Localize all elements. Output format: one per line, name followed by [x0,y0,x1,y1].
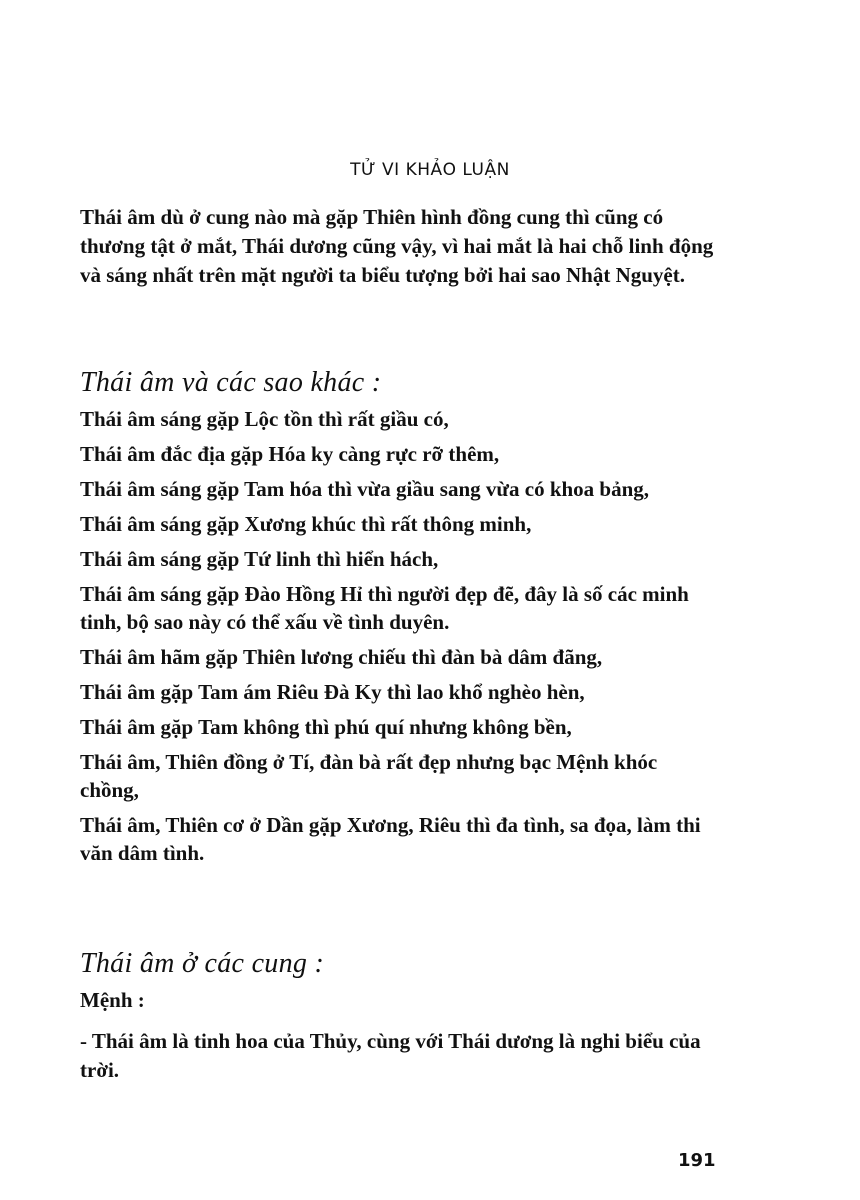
menh-paragraph: - Thái âm là tinh hoa của Thủy, cùng với Thái dương là nghi biểu của trời. [80,1029,701,1082]
intro-paragraph: Thái âm dù ở cung nào mà gặp Thiên hình đồng cung thì cũng có thương tật ở mắt, Thái dương cũng vậy, vì hai mắt là hai chỗ linh động và sáng nhất trên mặt người ta biểu tượng bởi hai sao Nhật Nguyệt. [80,205,714,287]
page-number: 191 [678,1150,716,1171]
section-heading-other-stars: Thái âm và các sao khác : [80,367,382,398]
list-item: Thái âm sáng gặp Xương khúc thì rất thông minh, [80,512,532,536]
list-item: Thái âm sáng gặp Tứ linh thì hiển hách, [80,547,439,571]
subheading-menh: Mệnh : [80,988,145,1012]
list-item: Thái âm đắc địa gặp Hóa ky càng rực rỡ thêm, [80,442,500,466]
list-item: Thái âm sáng gặp Đào Hồng Hỉ thì người đẹp đẽ, đây là số các minh tinh, bộ sao này có thể xấu về tình duyên. [80,582,689,634]
list-item: Thái âm gặp Tam ám Riêu Đà Ky thì lao khổ nghèo hèn, [80,680,585,704]
section-heading-palaces: Thái âm ở các cung : [80,948,325,979]
list-item: Thái âm sáng gặp Lộc tồn thì rất giầu có, [80,407,449,431]
list-item: Thái âm, Thiên cơ ở Dần gặp Xương, Riêu thì đa tình, sa đọa, làm thi văn dâm tình. [80,813,701,865]
list-item: Thái âm sáng gặp Tam hóa thì vừa giầu sang vừa có khoa bảng, [80,477,650,501]
star-combination-list [80,405,720,874]
list-item: Thái âm hãm gặp Thiên lương chiếu thì đàn bà dâm đãng, [80,645,603,669]
list-item: Thái âm, Thiên đồng ở Tí, đàn bà rất đẹp nhưng bạc Mệnh khóc chồng, [80,750,658,802]
list-item: Thái âm gặp Tam không thì phú quí nhưng không bền, [80,715,572,739]
running-header: TỬ VI KHẢO LUẬN [350,160,510,180]
